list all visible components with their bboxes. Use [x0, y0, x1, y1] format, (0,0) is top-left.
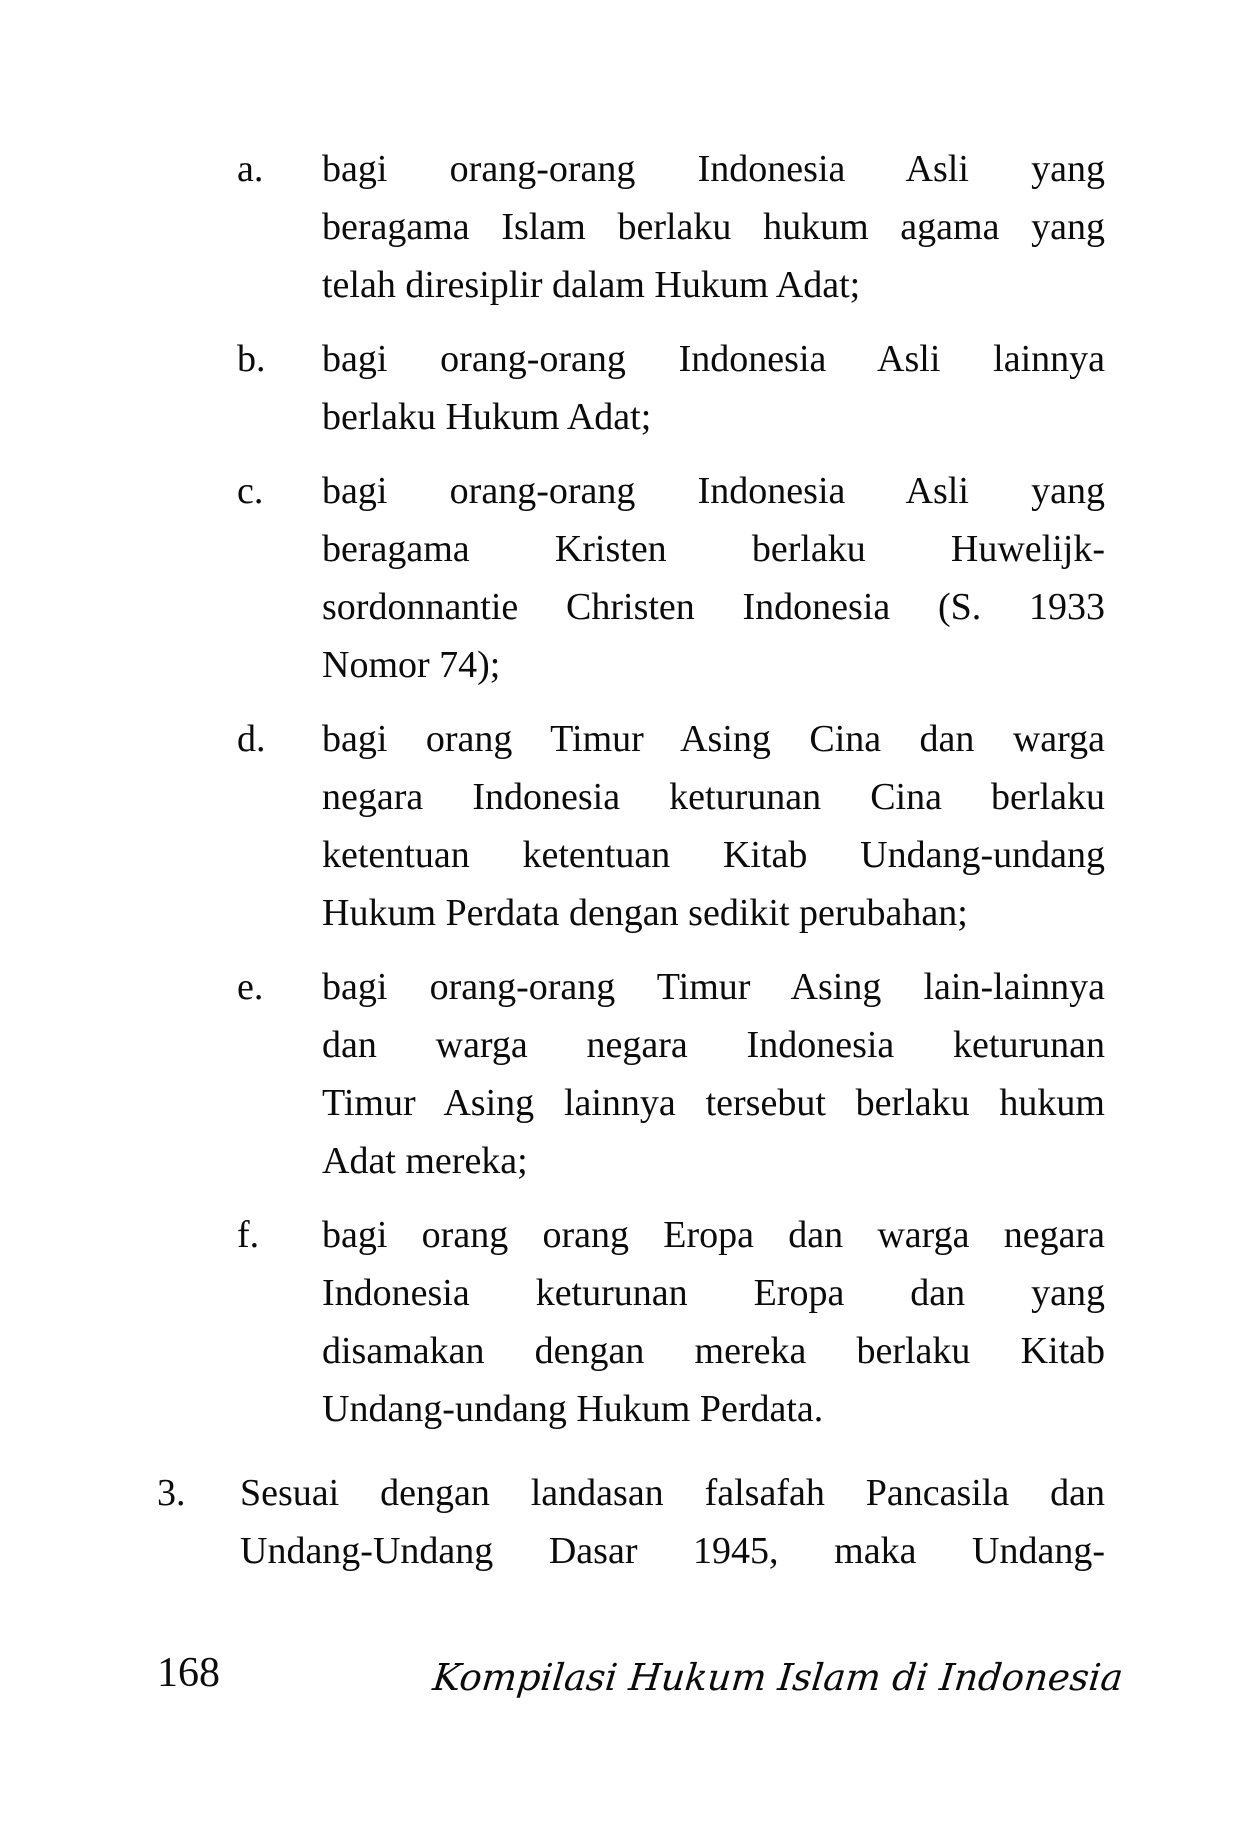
text-line: berlaku Hukum Adat; [322, 396, 652, 438]
list-item-c [237, 462, 1241, 694]
page-number: 168 [157, 1650, 220, 1696]
list-item-e [237, 958, 1241, 1190]
text-line: sordonnantie Christen Indonesia (S. 1933 [322, 586, 1105, 628]
text-line: dan warga negara Indonesia keturunan [322, 1024, 1105, 1066]
list-item-f-text [322, 1206, 1105, 1438]
list-marker-f: f. [237, 1214, 260, 1256]
list-marker-e: e. [237, 966, 264, 1008]
list-marker-b: b. [237, 338, 266, 380]
numbered-item-3-text [240, 1464, 1105, 1580]
list-item-e-text [322, 958, 1105, 1190]
text-line: beragama Kristen berlaku Huwelijk- [322, 528, 1105, 570]
text-line: Sesuai dengan landasan falsafah Pancasila dan [240, 1472, 1105, 1514]
list-marker-c: c. [237, 470, 264, 512]
text-line: Adat mereka; [322, 1140, 528, 1182]
text-line: Undang-Undang Dasar 1945, maka Undang- [240, 1530, 1105, 1572]
list-item-a [237, 140, 1241, 314]
list-marker-d: d. [237, 718, 266, 760]
text-line: beragama Islam berlaku hukum agama yang [322, 206, 1105, 248]
text-line: Hukum Perdata dengan sedikit perubahan; [322, 892, 968, 934]
text-line: ketentuan ketentuan Kitab Undang-undang [322, 834, 1105, 876]
text-line: disamakan dengan mereka berlaku Kitab [322, 1330, 1105, 1372]
text-line: negara Indonesia keturunan Cina berlaku [322, 776, 1105, 818]
list-item-f [237, 1206, 1241, 1438]
list-item-b [237, 330, 1241, 446]
text-line: bagi orang-orang Timur Asing lain-lainnya [322, 966, 1105, 1008]
list-marker-a: a. [237, 148, 264, 190]
text-line: Indonesia keturunan Eropa dan yang [322, 1272, 1105, 1314]
text-line: Nomor 74); [322, 644, 501, 686]
text-line: Timur Asing lainnya tersebut berlaku hukum [322, 1082, 1105, 1124]
text-line: bagi orang-orang Indonesia Asli yang [322, 470, 1105, 512]
list-item-b-text [322, 330, 1105, 446]
text-line: Undang-undang Hukum Perdata. [322, 1388, 824, 1430]
text-line: bagi orang orang Eropa dan warga negara [322, 1214, 1105, 1256]
list-item-d [237, 710, 1241, 942]
running-title: Kompilasi Hukum Islam di Indonesia [430, 1656, 1126, 1699]
numbered-item-3-marker: 3. [157, 1472, 186, 1514]
lettered-list [237, 140, 1241, 1438]
list-item-a-text [322, 140, 1105, 314]
page-content [0, 140, 1241, 1580]
text-line: bagi orang-orang Indonesia Asli yang [322, 148, 1105, 190]
list-item-c-text [322, 462, 1105, 694]
text-line: bagi orang Timur Asing Cina dan warga [322, 718, 1105, 760]
text-line: telah diresiplir dalam Hukum Adat; [322, 264, 861, 306]
list-item-d-text [322, 710, 1105, 942]
numbered-item-3 [157, 1464, 1241, 1580]
text-line: bagi orang-orang Indonesia Asli lainnya [322, 338, 1105, 380]
